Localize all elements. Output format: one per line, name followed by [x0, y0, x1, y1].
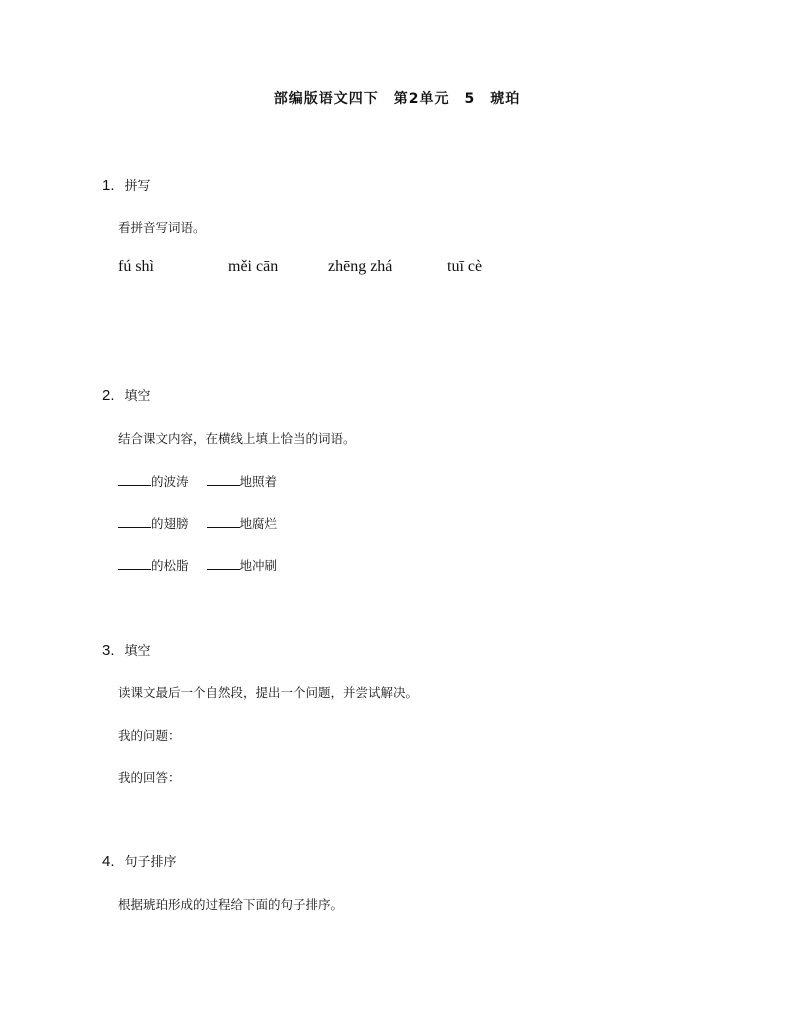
question-2-heading — [102, 385, 151, 404]
answer-blank[interactable] — [118, 515, 151, 528]
blank-suffix: 地冲刷 — [239, 558, 278, 573]
answer-blank[interactable] — [207, 515, 240, 528]
fill-blank-row — [118, 514, 277, 532]
question-2-number: 2. — [102, 387, 115, 404]
blank-suffix: 的翅膀 — [151, 516, 189, 531]
answer-blank[interactable] — [118, 473, 151, 486]
pinyin-item: zhēng zhá — [328, 258, 393, 275]
pinyin-item: fú shì — [118, 258, 154, 275]
question-1-instruction: 看拼音写词语。 — [118, 220, 206, 235]
pinyin-item: měi cān — [228, 258, 279, 275]
question-3-number: 3. — [102, 642, 115, 659]
question-4-instruction: 根据琥珀形成的过程给下面的句子排序。 — [118, 897, 344, 912]
question-3-instruction: 读课文最后一个自然段，提出一个问题，并尝试解决。 — [118, 685, 419, 700]
question-4-heading — [102, 851, 177, 870]
fill-blank-row — [118, 556, 277, 574]
answer-blank[interactable] — [207, 473, 240, 486]
question-4-title: 句子排序 — [124, 855, 177, 870]
question-2-title: 填空 — [124, 389, 151, 404]
question-1-title: 拼写 — [124, 179, 151, 194]
question-1-heading — [102, 175, 151, 194]
question-4-number: 4. — [102, 853, 115, 870]
my-question-label: 我的问题： — [118, 728, 181, 743]
page-title: 部编版语文四下 第2单元 5 琥珀 — [273, 91, 521, 107]
pinyin-item: tuī cè — [447, 258, 483, 275]
blank-suffix: 地照着 — [239, 474, 278, 489]
my-answer-label: 我的回答： — [118, 770, 181, 785]
answer-blank[interactable] — [118, 557, 151, 570]
fill-blank-row — [118, 472, 277, 490]
question-2-instruction: 结合课文内容，在横线上填上恰当的词语。 — [118, 431, 356, 446]
blank-suffix: 的波涛 — [151, 474, 189, 489]
blank-suffix: 的松脂 — [151, 558, 189, 573]
answer-blank[interactable] — [207, 557, 240, 570]
question-3-heading — [102, 640, 151, 659]
blank-suffix: 地腐烂 — [239, 516, 278, 531]
question-1-number: 1. — [102, 177, 115, 194]
question-3-title: 填空 — [124, 644, 151, 659]
